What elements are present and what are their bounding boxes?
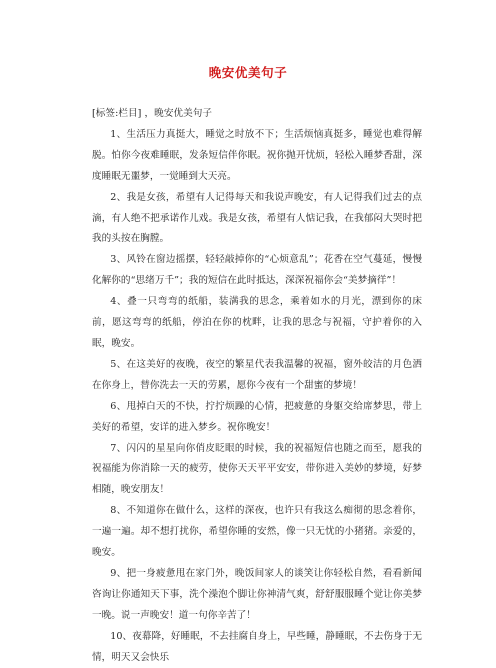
paragraph-6: 6、甩掉白天的不快，拧拧烦躁的心情，把疲惫的身躯交给席梦思，带上美好的希望，安详的进入梦乡。祝你晚安！ <box>92 400 422 433</box>
paragraph-7: 7、闪闪的星星向你俏皮眨眼的时候，我的祝福短信也随之而至，愿我的祝福能为你消除一天的疲劳，使你天天平平安安，带你进入美妙的梦境，好梦相随，晚安朋友！ <box>92 442 422 496</box>
tag-line: [标签:栏目] ，晚安优美句子 <box>92 108 213 119</box>
document-title: 晚安优美句子 <box>208 65 288 80</box>
paragraph-5: 5、在这美好的夜晚，夜空的繁星代表我温馨的祝福，窗外皎洁的月色洒在你身上，替你洗去一天的劳累，愿你今夜有一个甜蜜的梦境！ <box>92 358 422 391</box>
paragraph-3: 3、风铃在窗边摇摆，轻轻敲掉你的“心烦意乱”；花香在空气蔓延，慢慢化解你的“思绪万千”；我的短信在此时抵达，深深祝福你会“美梦摘徉”！ <box>92 254 422 287</box>
paragraph-4: 4、叠一只弯弯的纸船，装满我的思念，乘着如水的月光，漂到你的床前，愿这弯弯的纸船，停泊在你的枕畔，让我的思念与祝福，守护着你的入眠，晚安。 <box>92 296 422 349</box>
document-body <box>92 104 422 668</box>
paragraph-1: 1、生活压力真挺大，睡觉之时放不下；生活烦恼真挺多，睡觉也难得解脱。怕你今夜难睡眠，发条短信伴你眠。祝你抛开忧烦，轻松入睡梦香甜，深度睡眠无噩梦，一觉睡到大天亮。 <box>92 128 422 182</box>
paragraph-10: 10、夜幕降，好睡眠，不去挂腐自身上，早些睡，静睡眠，不去伤身于无情，明天又会快乐 <box>92 630 422 663</box>
paragraph-8: 8、不知道你在做什么，这样的深夜，也许只有我这么痴彻的思念着你，一遍一遍。却不想打扰你，希望你睡的安然，像一只无忧的小猪猪。亲爱的，晚安。 <box>92 505 422 559</box>
paragraph-9: 9、把一身疲惫甩在家门外，晚饭间家人的谈笑让你轻松自然，看看新闻咨询让你通知天下事，洗个澡泡个脚让你神清气爽，舒舒服服睡个觉让你美梦一晚。说一声晚安！道一句你辛苦了！ <box>92 567 422 621</box>
paragraph-2: 2、我是女孩，希望有人记得每天和我说声晚安，有人记得我们过去的点滴，有人绝不把承诺作儿戏。我是女孩，希望有人惦记我，在我郁闷大哭时把我的头按在胸膛。 <box>92 191 422 245</box>
